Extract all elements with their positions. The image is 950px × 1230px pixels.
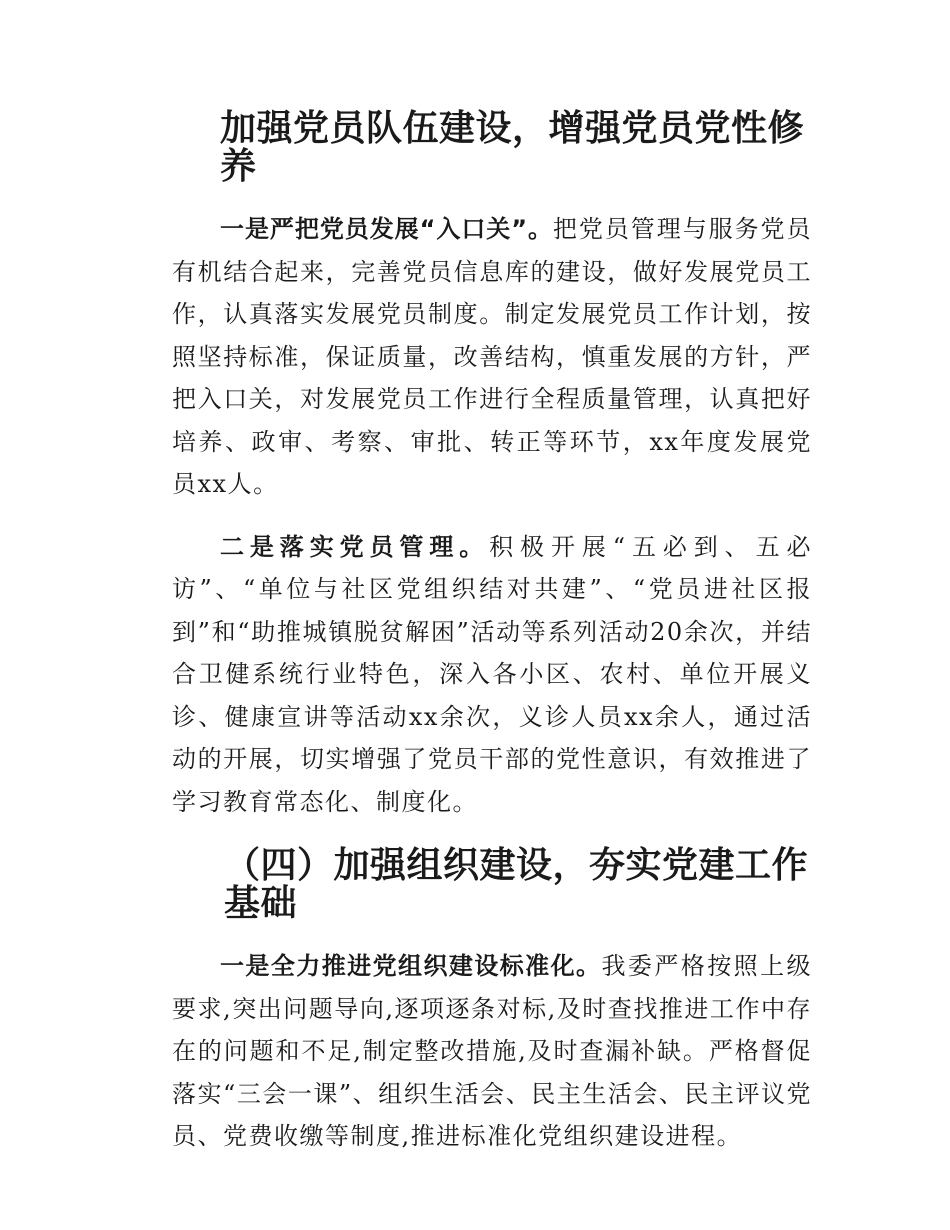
paragraph-body: 积极开展“五必到、五必访”、“单位与社区党组织结对共建”、“党员进社区报到”和“助推城镇脱贫解困”活动等系列活动20余次，并结合卫健系统行业特色，深入各小区、农村、单位开展义诊、健康宣讲等活动xx余次，义诊人员xx余人，通过活动的开展，切实增强了党员干部的党性意识，有效推进了学习教育常态化、制度化。: [172, 532, 812, 816]
paragraph-party-member-development: [172, 208, 812, 506]
paragraph-organization-standardization: [172, 945, 812, 1158]
paragraph-lead: 二是落实党员管理。: [220, 532, 490, 561]
paragraph-lead: 一是严把党员发展“入口关”。: [220, 215, 553, 243]
section-heading: （四）加强组织建设，夯实党建工作基础: [224, 845, 809, 924]
paragraph-body: 我委严格按照上级要求,突出问题导向,逐项逐条对标,及时查找推进工作中存在的问题和不足,制定整改措施,及时查漏补缺。严格督促落实“三会一课”、组织生活会、民主生活会、民主评议党员、党费收缴等制度,推进标准化党组织建设进程。: [172, 952, 813, 1150]
paragraph-body: 把党员管理与服务党员有机结合起来，完善党员信息库的建设，做好发展党员工作，认真落实发展党员制度。制定发展党员工作计划，按照坚持标准，保证质量，改善结构，慎重发展的方针，严把入口关，对发展党员工作进行全程质量管理，认真把好培养、政审、考察、审批、转正等环节，xx年度发展党员xx人。: [172, 215, 813, 498]
document-body: [172, 110, 812, 1158]
paragraph-lead: 一是全力推进党组织建设标准化。: [220, 952, 602, 980]
paragraph-party-member-management: [172, 526, 812, 824]
section-heading: 加强党员队伍建设，增强党员党性修养: [220, 108, 805, 187]
